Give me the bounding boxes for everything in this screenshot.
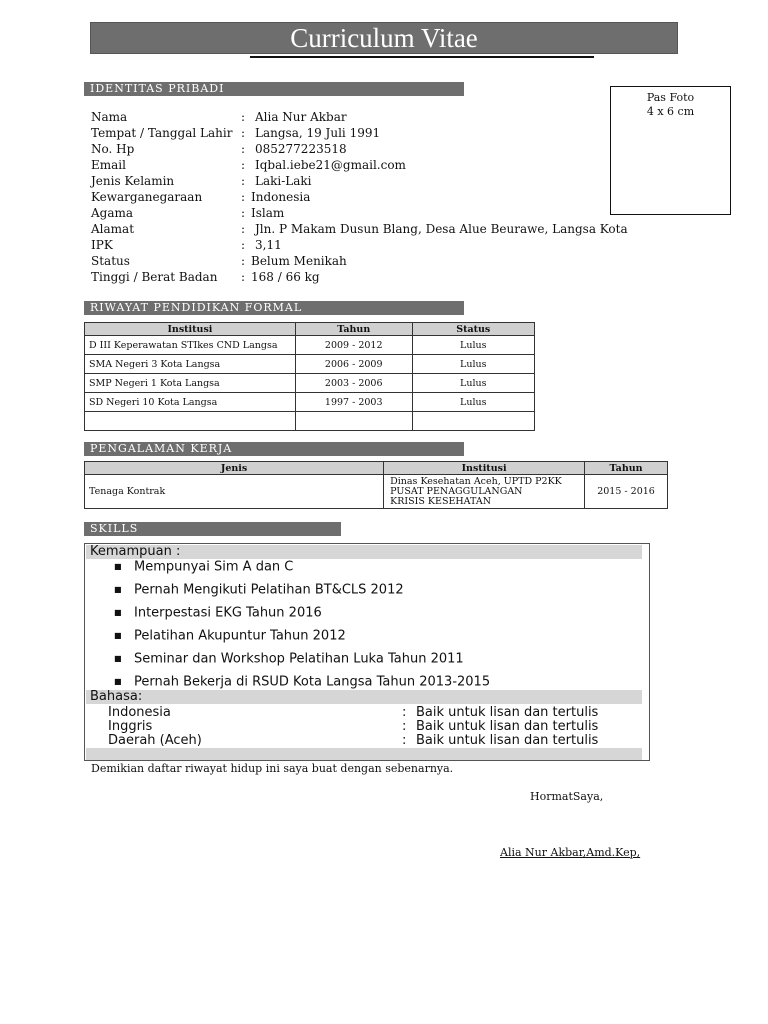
education-header: Institusi xyxy=(85,323,296,336)
closing-statement: Demikian daftar riwayat hidup ini saya buat dengan sebenarnya. xyxy=(91,762,454,775)
language-level: Baik untuk lisan dan tertulis xyxy=(416,705,599,720)
list-item xyxy=(114,674,490,691)
table-row xyxy=(85,475,668,509)
experience-header-row xyxy=(85,462,668,475)
identity-value: Belum Menikah xyxy=(251,254,347,268)
language-row xyxy=(108,720,598,734)
language-level: Baik untuk lisan dan tertulis xyxy=(416,733,599,748)
salutation: HormatSaya, xyxy=(530,790,604,803)
list-item xyxy=(114,559,293,576)
experience-tahun: 2015 - 2016 xyxy=(585,475,668,509)
identity-label: Status xyxy=(91,254,130,268)
page-title: Curriculum Vitae xyxy=(90,22,678,54)
identity-row xyxy=(91,157,406,173)
education-status: Lulus xyxy=(412,374,534,393)
experience-jenis: Tenaga Kontrak xyxy=(85,475,384,509)
identity-value: Islam xyxy=(251,206,285,220)
skill-text: Pernah Bekerja di RSUD Kota Langsa Tahun 2013-2015 xyxy=(134,674,491,690)
identity-value: Laki-Laki xyxy=(255,174,312,188)
language-sep: : xyxy=(402,719,407,734)
experience-institusi-line: Dinas Kesehatan Aceh, UPTD P2KK xyxy=(390,475,562,487)
education-header: Tahun xyxy=(295,323,412,336)
photo-label: Pas Foto xyxy=(646,91,695,104)
identity-value: Alia Nur Akbar xyxy=(255,110,347,124)
identity-sep: : xyxy=(241,142,246,156)
identity-sep: : xyxy=(241,206,246,220)
education-institusi xyxy=(85,412,296,431)
table-row xyxy=(85,393,535,412)
language-name: Inggris xyxy=(108,719,153,734)
education-status: Lulus xyxy=(412,336,534,355)
language-sep: : xyxy=(402,705,407,720)
section-header-pendidikan: RIWAYAT PENDIDIKAN FORMAL xyxy=(84,301,464,315)
bahasa-heading: Bahasa: xyxy=(86,690,642,704)
identity-row xyxy=(91,109,347,125)
education-institusi: D III Keperawatan STIkes CND Langsa xyxy=(85,336,296,355)
identity-label: Alamat xyxy=(91,222,135,236)
bullet-icon: ■ xyxy=(114,654,122,663)
photo-placeholder xyxy=(610,86,731,215)
section-header-identitas: IDENTITAS PRIBADI xyxy=(84,82,464,96)
kemampuan-heading: Kemampuan : xyxy=(86,545,642,559)
identity-value: 168 / 66 kg xyxy=(251,270,320,284)
table-row xyxy=(85,336,535,355)
section-header-skills: SKILLS xyxy=(84,522,341,536)
identity-sep: : xyxy=(241,190,246,204)
identity-label: Jenis Kelamin xyxy=(91,174,175,188)
identity-label: Kewarganegaraan xyxy=(91,190,203,204)
signature-name: Alia Nur Akbar,Amd.Kep, xyxy=(500,846,641,859)
list-item xyxy=(114,605,322,622)
education-tahun: 2003 - 2006 xyxy=(295,374,412,393)
education-institusi: SMP Negeri 1 Kota Langsa xyxy=(85,374,296,393)
education-institusi: SMA Negeri 3 Kota Langsa xyxy=(85,355,296,374)
section-header-pengalaman: PENGALAMAN KERJA xyxy=(84,442,464,456)
identity-row xyxy=(91,173,312,189)
identity-sep: : xyxy=(241,158,246,172)
education-tahun xyxy=(295,412,412,431)
experience-institusi-line: KRISIS KESEHATAN xyxy=(390,495,492,507)
bullet-icon: ■ xyxy=(114,677,122,686)
identity-row xyxy=(91,125,380,141)
bullet-icon: ■ xyxy=(114,631,122,640)
identity-label: Tinggi / Berat Badan xyxy=(91,270,218,284)
education-tahun: 1997 - 2003 xyxy=(295,393,412,412)
identity-value: 085277223518 xyxy=(255,142,347,156)
list-item xyxy=(114,628,346,645)
education-status: Lulus xyxy=(412,355,534,374)
identity-row xyxy=(91,141,347,157)
list-item xyxy=(114,582,404,599)
list-item xyxy=(114,651,464,668)
identity-sep: : xyxy=(241,222,246,236)
education-status xyxy=(412,412,534,431)
education-header: Status xyxy=(412,323,534,336)
table-row xyxy=(85,374,535,393)
identity-value: Langsa, 19 Juli 1991 xyxy=(255,126,381,140)
skill-text: Pelatihan Akupuntur Tahun 2012 xyxy=(134,628,346,644)
identity-sep: : xyxy=(241,174,246,188)
experience-table xyxy=(84,461,668,509)
language-name: Indonesia xyxy=(108,705,171,720)
identity-sep: : xyxy=(241,126,246,140)
bullet-icon: ■ xyxy=(114,585,122,594)
education-table xyxy=(84,322,535,431)
identity-row xyxy=(91,237,282,253)
identity-label: No. Hp xyxy=(91,142,135,156)
identity-sep: : xyxy=(241,238,246,252)
education-status: Lulus xyxy=(412,393,534,412)
identity-label: IPK xyxy=(91,238,113,252)
language-row xyxy=(108,734,598,748)
identity-label: Nama xyxy=(91,110,128,124)
identity-sep: : xyxy=(241,270,246,284)
language-sep: : xyxy=(402,733,407,748)
bullet-icon: ■ xyxy=(114,608,122,617)
identity-row xyxy=(91,221,628,237)
identity-value: Iqbal.iebe21@gmail.com xyxy=(255,158,406,172)
identity-row xyxy=(91,189,310,205)
language-row xyxy=(108,706,598,720)
language-level: Baik untuk lisan dan tertulis xyxy=(416,719,599,734)
identity-label: Email xyxy=(91,158,126,172)
experience-institusi-line: PUSAT PENAGGULANGAN xyxy=(390,485,523,497)
identity-value: Jln. P Makam Dusun Blang, Desa Alue Beurawe, Langsa Kota xyxy=(255,222,628,236)
identity-value: Indonesia xyxy=(251,190,311,204)
experience-institusi xyxy=(384,475,585,509)
education-tahun: 2006 - 2009 xyxy=(295,355,412,374)
identity-sep: : xyxy=(241,110,246,124)
identity-row xyxy=(91,269,320,285)
experience-header: Tahun xyxy=(585,462,668,475)
title-underline xyxy=(250,56,594,58)
bullet-icon: ■ xyxy=(114,562,122,571)
experience-header: Jenis xyxy=(85,462,384,475)
identity-label: Agama xyxy=(91,206,134,220)
education-tahun: 2009 - 2012 xyxy=(295,336,412,355)
table-row xyxy=(85,412,535,431)
identity-value: 3,11 xyxy=(255,238,282,252)
education-institusi: SD Negeri 10 Kota Langsa xyxy=(85,393,296,412)
identity-sep: : xyxy=(241,254,246,268)
skill-text: Interpestasi EKG Tahun 2016 xyxy=(134,605,322,621)
skills-bottom-strip xyxy=(86,748,642,760)
identity-row xyxy=(91,205,284,221)
experience-header: Institusi xyxy=(384,462,585,475)
skill-text: Mempunyai Sim A dan C xyxy=(134,559,294,575)
language-name: Daerah (Aceh) xyxy=(108,733,202,748)
education-header-row xyxy=(85,323,535,336)
skill-text: Seminar dan Workshop Pelatihan Luka Tahun 2011 xyxy=(134,651,464,667)
skill-text: Pernah Mengikuti Pelatihan BT&CLS 2012 xyxy=(134,582,404,598)
table-row xyxy=(85,355,535,374)
photo-size: 4 x 6 cm xyxy=(646,105,695,118)
identity-row xyxy=(91,253,347,269)
identity-label: Tempat / Tanggal Lahir xyxy=(91,126,233,140)
